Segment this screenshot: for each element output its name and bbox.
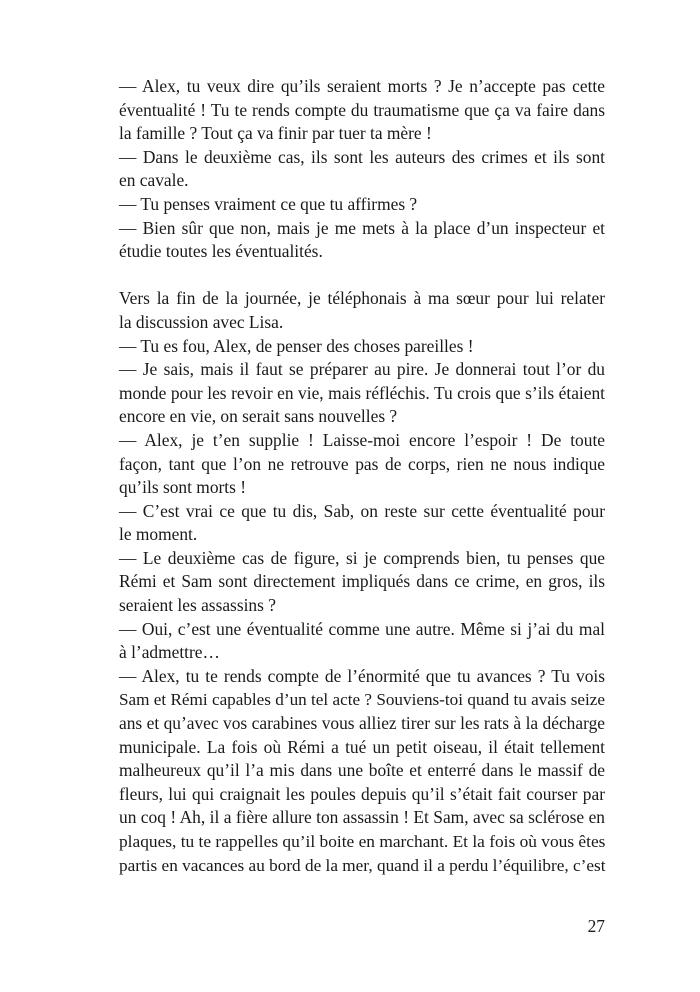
text-line: Rémi et Sam sont directement impliqués dans ce crime, en gros, ils (119, 571, 605, 592)
body-text (119, 75, 605, 877)
text-line: municipale. La fois où Rémi a tué un petit oiseau, il était tellement (119, 736, 605, 757)
text-line: plaques, tu te rappelles qu’il boite en marchant. Et la fois où vous êtes (119, 832, 606, 851)
text-line: — Le deuxième cas de figure, si je comprends bien, tu penses que (119, 547, 605, 568)
text-line: encore en vie, on serait sans nouvelles ? (119, 406, 398, 427)
text-line: la famille ? Tout ça va finir par tuer ta mère ! (119, 123, 432, 144)
text-line: — Tu es fou, Alex, de penser des choses pareilles ! (119, 335, 474, 356)
page-number: 27 (587, 916, 605, 936)
text-line: étudie toutes les éventualités. (119, 241, 323, 262)
text-line: — Alex, je t’en supplie ! Laisse-moi encore l’espoir ! De toute (119, 429, 605, 450)
text-line: le moment. (119, 524, 198, 545)
text-line: éventualité ! Tu te rends compte du traumatisme que ça va faire dans (119, 99, 605, 120)
text-line: monde pour les revoir en vie, mais réfléchis. Tu crois que s’ils étaient (119, 382, 605, 403)
text-line: — Oui, c’est une éventualité comme une autre. Même si j’ai du mal (119, 618, 605, 639)
text-line: — Je sais, mais il faut se préparer au pire. Je donnerai tout l’or du (119, 359, 605, 380)
text-line: Sam et Rémi capables d’un tel acte ? Souviens-toi quand tu avais seize (119, 690, 605, 710)
text-line: fleurs, lui qui craignait les poules depuis qu’il s’était fait courser par (119, 783, 605, 804)
blank-line (119, 264, 605, 288)
text-line: — Alex, tu veux dire qu’ils seraient morts ? Je n’accepte pas cette (119, 76, 605, 96)
text-line: — Dans le deuxième cas, ils sont les auteurs des crimes et ils sont (119, 146, 605, 167)
text-line: — Alex, tu te rends compte de l’énormité que tu avances ? Tu vois (119, 665, 605, 686)
text-line: la discussion avec Lisa. (119, 311, 284, 332)
text-line: seraient les assassins ? (119, 595, 276, 616)
text-line: ans et qu’avec vos carabines vous alliez tirer sur les rats à la décharge (119, 713, 605, 734)
text-line: Vers la fin de la journée, je téléphonais à ma sœur pour lui relater (119, 288, 605, 309)
text-line: qu’ils sont morts ! (119, 477, 247, 498)
text-line: — Tu penses vraiment ce que tu affirmes ? (119, 193, 418, 214)
text-line: à l’admettre… (119, 642, 220, 663)
text-line: en cavale. (119, 170, 189, 191)
text-line: malheureux qu’il l’a mis dans une boîte et enterré dans le massif de (119, 760, 605, 781)
text-line: façon, tant que l’on ne retrouve pas de corps, rien ne nous indique (119, 453, 605, 474)
text-line: partis en vacances au bord de la mer, quand il a perdu l’équilibre, c’est (119, 855, 606, 875)
text-line: — C’est vrai ce que tu dis, Sab, on reste sur cette éventualité pour (119, 500, 605, 521)
text-line: un coq ! Ah, il a fière allure ton assassin ! Et Sam, avec sa sclérose en (119, 807, 605, 828)
text-line: — Bien sûr que non, mais je me mets à la place d’un inspecteur et (119, 217, 605, 238)
